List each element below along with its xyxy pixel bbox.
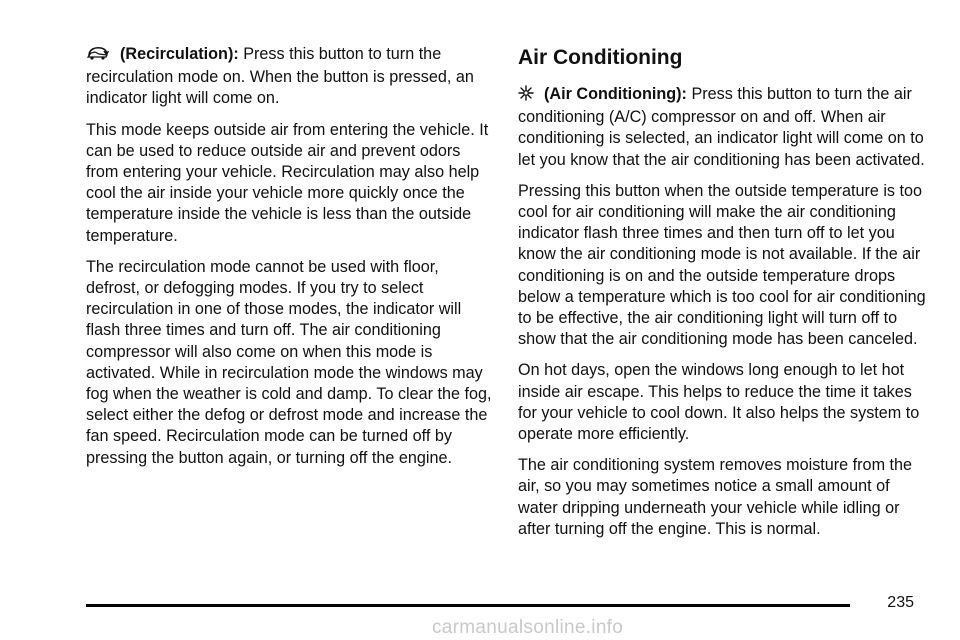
air-conditioning-intro: Press this button to turn the air conditioning (A/C) compressor on and off. When air conditioning is selected, an indicator light will come on to let you know that the air conditioning has been activated.: [518, 85, 925, 169]
left-column: [86, 44, 494, 479]
recirculation-description: This mode keeps outside air from entering the vehicle. It can be used to reduce outside air and prevent odors from entering your vehicle. Recirculation may also help cool the air inside your vehicle more quickly once the temperature inside the vehicle is less than the outside temperature.: [86, 120, 489, 245]
recirculation-limitations: The recirculation mode cannot be used with floor, defrost, or defogging modes. If you try to select recirculation in one of those modes, the indicator will flash three times and turn off. The air conditioning compressor will also come on when this mode is activated. While in recirculation mode the windows may fog when the weather is cold and damp. To clear the fog, select either the defog or defrost mode and increase the fan speed. Recirculation mode can be turned off by pressing the button again, or turning off the engine.: [86, 257, 492, 467]
recirculation-icon: [86, 45, 110, 67]
air-conditioning-term: (Air Conditioning):: [544, 85, 687, 103]
recirculation-paragraph: [86, 44, 494, 110]
cool-temperature-note: Pressing this button when the outside temperature is too cool for air conditioning will make the air conditioning indicator flash three times and then turn off to let you know the air conditioning mode is not available. If the air conditioning is on and the outside temperature drops below a temperature which is too cool for air conditioning to be effective, the air conditioning light will turn off to show that the air conditioning mode has been canceled.: [518, 181, 926, 349]
snowflake-icon: [518, 85, 534, 107]
hot-days-tip: On hot days, open the windows long enough to let hot inside air escape. This helps to reduce the time it takes for your vehicle to cool down. It also helps the system to operate more efficiently.: [518, 361, 920, 444]
section-heading: Air Conditioning: [518, 46, 683, 69]
watermark: carmanualsonline.info: [432, 617, 624, 638]
recirculation-term: (Recirculation):: [120, 45, 239, 63]
footer-rule: [86, 604, 850, 607]
recirculation-intro: Press this button to turn the recirculation mode on. When the button is pressed, an indicator light will come on.: [86, 45, 474, 108]
page-number: 235: [887, 594, 914, 611]
air-conditioning-paragraph: [518, 84, 926, 171]
moisture-note: The air conditioning system removes moisture from the air, so you may sometimes notice a small amount of water dripping underneath your vehicle while idling or after turning off the engine. This is normal.: [518, 456, 913, 538]
right-column: [518, 44, 926, 550]
